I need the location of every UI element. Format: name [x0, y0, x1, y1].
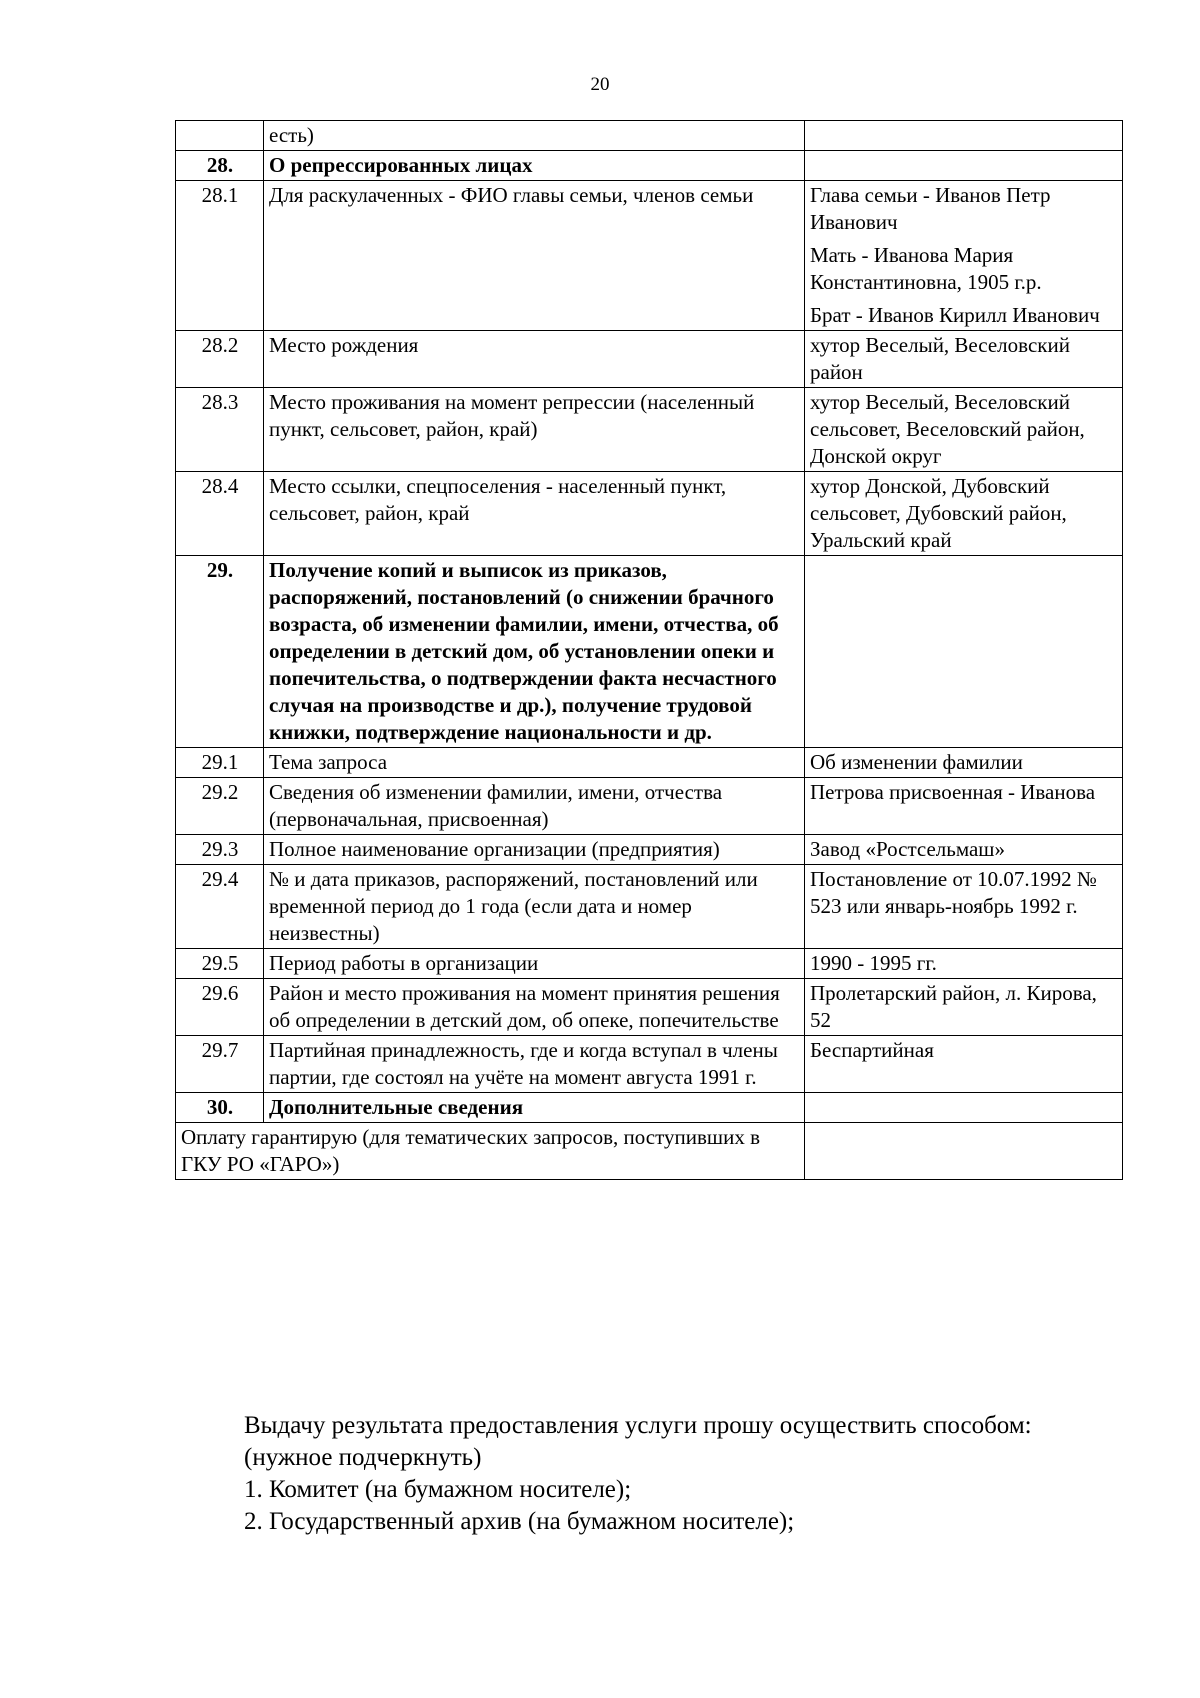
payment-guarantee-label: Оплату гарантирую (для тематических запросов, поступивших в ГКУ РО «ГАРО») — [176, 1123, 805, 1180]
row-value-line: Беспартийная — [810, 1038, 934, 1062]
table-row — [176, 151, 1123, 181]
row-value — [805, 472, 1123, 556]
row-field-label: есть) — [264, 121, 805, 151]
row-field-label: Полное наименование организации (предприятия) — [264, 835, 805, 865]
row-field-label: Место рождения — [264, 331, 805, 388]
row-value-line: Об изменении фамилии — [810, 750, 1023, 774]
row-field-label: Получение копий и выписок из приказов, распоряжений, постановлений (о снижении брачного возраста, об изменении фамилии, имени, отчества, об определении в детский дом, об установлении опеки и попечительства, о подтверждении факта несчастного случая на производстве и др.), получение трудовой книжки, подтверждение национальности и др. — [264, 556, 805, 748]
table-row — [176, 181, 1123, 331]
payment-guarantee-value — [805, 1123, 1123, 1180]
row-value — [805, 1036, 1123, 1093]
table-row — [176, 949, 1123, 979]
table-row — [176, 778, 1123, 835]
delivery-method-hint: (нужное подчеркнуть) — [244, 1444, 482, 1471]
row-value-line: 1990 - 1995 гг. — [810, 951, 937, 975]
row-value — [805, 979, 1123, 1036]
row-number: 29.1 — [176, 748, 264, 778]
row-number: 29.4 — [176, 865, 264, 949]
row-number: 29.5 — [176, 949, 264, 979]
row-value-line: Пролетарский район, л. Кирова, 52 — [810, 981, 1097, 1032]
row-value — [805, 331, 1123, 388]
row-number — [176, 121, 264, 151]
table-row — [176, 835, 1123, 865]
delivery-option-committee: 1. Комитет (на бумажном носителе); — [244, 1476, 632, 1503]
row-value — [805, 949, 1123, 979]
row-field-label: Период работы в организации — [264, 949, 805, 979]
row-field-label: Место проживания на момент репрессии (населенный пункт, сельсовет, район, край) — [264, 388, 805, 472]
row-number: 29.7 — [176, 1036, 264, 1093]
row-number: 29.2 — [176, 778, 264, 835]
row-value — [805, 181, 1123, 331]
row-value — [805, 1093, 1123, 1123]
table-row — [176, 472, 1123, 556]
row-value-line: хутор Донской, Дубовский сельсовет, Дубовский район, Уральский край — [810, 474, 1067, 552]
table-row — [176, 748, 1123, 778]
row-field-label: № и дата приказов, распоряжений, постановлений или временной период до 1 года (если дата и номер неизвестны) — [264, 865, 805, 949]
payment-guarantee-row — [176, 1123, 1123, 1180]
delivery-method-instruction: Выдачу результата предоставления услуги прошу осуществить способом: — [244, 1412, 1032, 1439]
row-value — [805, 556, 1123, 748]
row-number: 29. — [176, 556, 264, 748]
row-number: 28.2 — [176, 331, 264, 388]
row-value-line: Мать - Иванова Мария Константиновна, 1905 г.р. — [810, 243, 1042, 294]
row-value — [805, 388, 1123, 472]
row-field-label: Тема запроса — [264, 748, 805, 778]
row-value-line: Глава семьи - Иванов Петр Иванович — [810, 183, 1051, 234]
row-field-label: Для раскулаченных - ФИО главы семьи, членов семьи — [264, 181, 805, 331]
row-number: 28.1 — [176, 181, 264, 331]
row-value-line: Брат - Иванов Кирилл Иванович — [810, 303, 1100, 327]
row-value-line: Петрова присвоенная - Иванова — [810, 780, 1096, 804]
table-row — [176, 1093, 1123, 1123]
row-field-label: О репрессированных лицах — [264, 151, 805, 181]
request-form-table — [175, 120, 1123, 1180]
table-row — [176, 556, 1123, 748]
row-value-line: Завод «Ростсельмаш» — [810, 837, 1005, 861]
table-row — [176, 1036, 1123, 1093]
row-field-label: Место ссылки, спецпоселения - населенный пункт, сельсовет, район, край — [264, 472, 805, 556]
row-number: 28.3 — [176, 388, 264, 472]
table-row — [176, 331, 1123, 388]
row-number: 29.6 — [176, 979, 264, 1036]
row-value — [805, 121, 1123, 151]
row-value — [805, 865, 1123, 949]
row-number: 28.4 — [176, 472, 264, 556]
row-value-line: хутор Веселый, Веселовский район — [810, 333, 1070, 384]
row-value — [805, 778, 1123, 835]
row-value — [805, 748, 1123, 778]
page-number: 20 — [590, 74, 610, 95]
delivery-option-archive: 2. Государственный архив (на бумажном носителе); — [244, 1508, 795, 1535]
row-number: 28. — [176, 151, 264, 181]
delivery-method-section — [244, 1410, 1144, 1538]
row-field-label: Партийная принадлежность, где и когда вступал в члены партии, где состоял на учёте на момент августа 1991 г. — [264, 1036, 805, 1093]
row-value — [805, 835, 1123, 865]
row-field-label: Дополнительные сведения — [264, 1093, 805, 1123]
table-row — [176, 979, 1123, 1036]
table-row — [176, 388, 1123, 472]
row-number: 30. — [176, 1093, 264, 1123]
row-value — [805, 151, 1123, 181]
form-table-body — [176, 121, 1123, 1180]
row-value-line: Постановление от 10.07.1992 № 523 или январь-ноябрь 1992 г. — [810, 867, 1097, 918]
row-value-line: хутор Веселый, Веселовский сельсовет, Веселовский район, Донской округ — [810, 390, 1085, 468]
row-number: 29.3 — [176, 835, 264, 865]
row-field-label: Сведения об изменении фамилии, имени, отчества (первоначальная, присвоенная) — [264, 778, 805, 835]
row-field-label: Район и место проживания на момент принятия решения об определении в детский дом, об опеке, попечительстве — [264, 979, 805, 1036]
table-row — [176, 121, 1123, 151]
table-row — [176, 865, 1123, 949]
